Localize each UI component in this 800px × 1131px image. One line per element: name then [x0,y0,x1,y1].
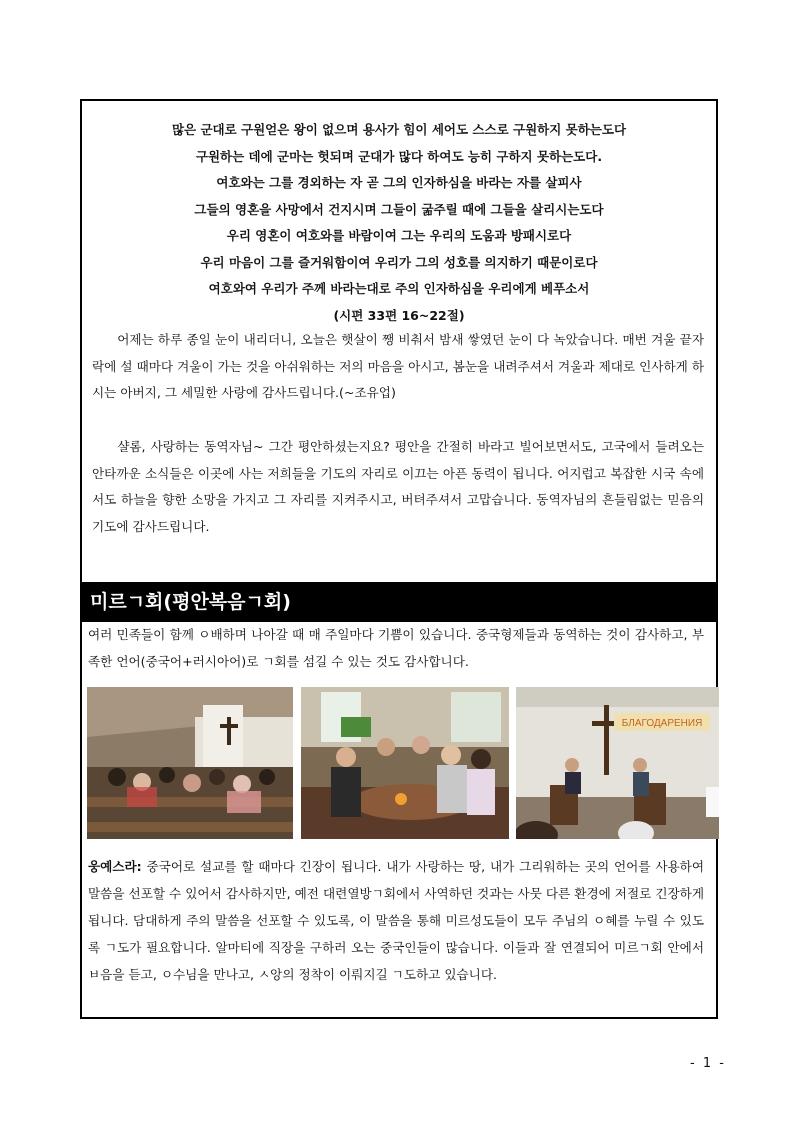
content-frame [80,99,718,1019]
speaker-name: 웅예스라: [88,859,142,874]
psalm-quote [84,117,714,329]
poem-line: 우리 영혼이 여호와를 바람이여 그는 우리의 도움과 방패시로다 [226,228,572,243]
poem-line: 여호와는 그를 경외하는 자 곧 그의 인자하심을 바라는 자를 살피사 [216,175,582,190]
section-paragraph: 여러 민족들이 함께 ㅇ배하며 나아갈 때 매 주일마다 기쁨이 있습니다. 중국형제들과 동역하는 것이 감사하고, 부족한 언어(중국어+러시아어)로 ㄱ회를 섬길 수 있는 것도 감사합니다. [88,627,704,669]
intro-paragraph-2: 샬롬, 사랑하는 동역자님~ 그간 평안하셨는지요? 평안을 간절히 바라고 빌어보면서도, 고국에서 들려오는 안타까운 소식들은 이곳에 사는 저희들을 기도의 자리로 이끄는 아픈 동력이 됩니다. 어지럽고 복잡한 시국 속에서도 하늘을 향한 소망을 가지고 그 자리를 지켜주시고, 버텨주셔서 고맙습니다. 동역자님의 흔들림없는 믿음의 기도에 감사드립니다. [92,439,704,534]
testimony-paragraph [88,853,704,988]
poem-line: 구원하는 데에 군마는 헛되며 군대가 많다 하여도 능히 구하지 못하는도다. [195,148,603,164]
poem-line: 우리 마음이 그를 즐거워함이여 우리가 그의 성호를 의지하기 때문이로다 [200,254,598,270]
banner-text: БЛАГОДАРЕНИЯ [621,718,703,729]
photo-row [87,687,713,839]
poem-reference: (시편 33편 16~22절) [333,307,465,323]
preaching-stage-photo [516,687,719,839]
intro-paragraph-1: 어제는 하루 종일 눈이 내리더니, 오늘은 햇살이 쨍 비춰서 밤새 쌓였던 눈이 다 녹았습니다. 매번 겨울 끝자락에 설 때마다 겨울이 가는 것을 아쉬워하는 저의 마음을 아시고, 봄눈을 내려주셔서 겨울과 제대로 인사하게 하시는 아버지, 그 세밀한 사랑에 감사드립니다.(~조유업) [92,332,704,400]
poem-line: 그들의 영혼을 사망에서 건지시며 그들이 굶주릴 때에 그들을 살리시는도다 [194,201,604,217]
poem-line: 많은 군대로 구원얻은 왕이 없으며 용사가 힘이 세어도 스스로 구원하지 못하는도다 [171,122,627,137]
worship-congregation-photo [87,687,293,839]
section-title-bar: 미르ㄱ회(평안복음ㄱ회) [82,582,716,622]
poem-line: 여호와여 우리가 주께 바라는대로 주의 인자하심을 우리에게 베푸소서 [208,281,590,296]
fellowship-meal-photo [301,687,509,839]
testimony-text: 중국어로 설교를 할 때마다 긴장이 됩니다. 내가 사랑하는 땅, 내가 그리워하는 곳의 언어를 사용하여 말씀을 선포할 수 있어서 감사하지만, 예전 대련열방ㄱ회에서 사역하던 것과는 사뭇 다른 환경에 저절로 긴장하게 됩니다. 담대하게 주의 말씀을 선포할 수 있도록, 이 말씀을 통해 미르성도들이 모두 주님의 ㅇ혜를 누릴 수 있도록 ㄱ도가 필요합니다. 알마티에 직장을 구하러 오는 중국인들이 많습니다. 이들과 잘 연결되어 미르ㄱ회 안에서 ㅂ음을 듣고, ㅇ수님을 만나고, ㅅ앙의 정착이 이뤄지길 ㄱ도하고 있습니다. [88,859,704,982]
page-number: - 1 - [690,1056,726,1071]
